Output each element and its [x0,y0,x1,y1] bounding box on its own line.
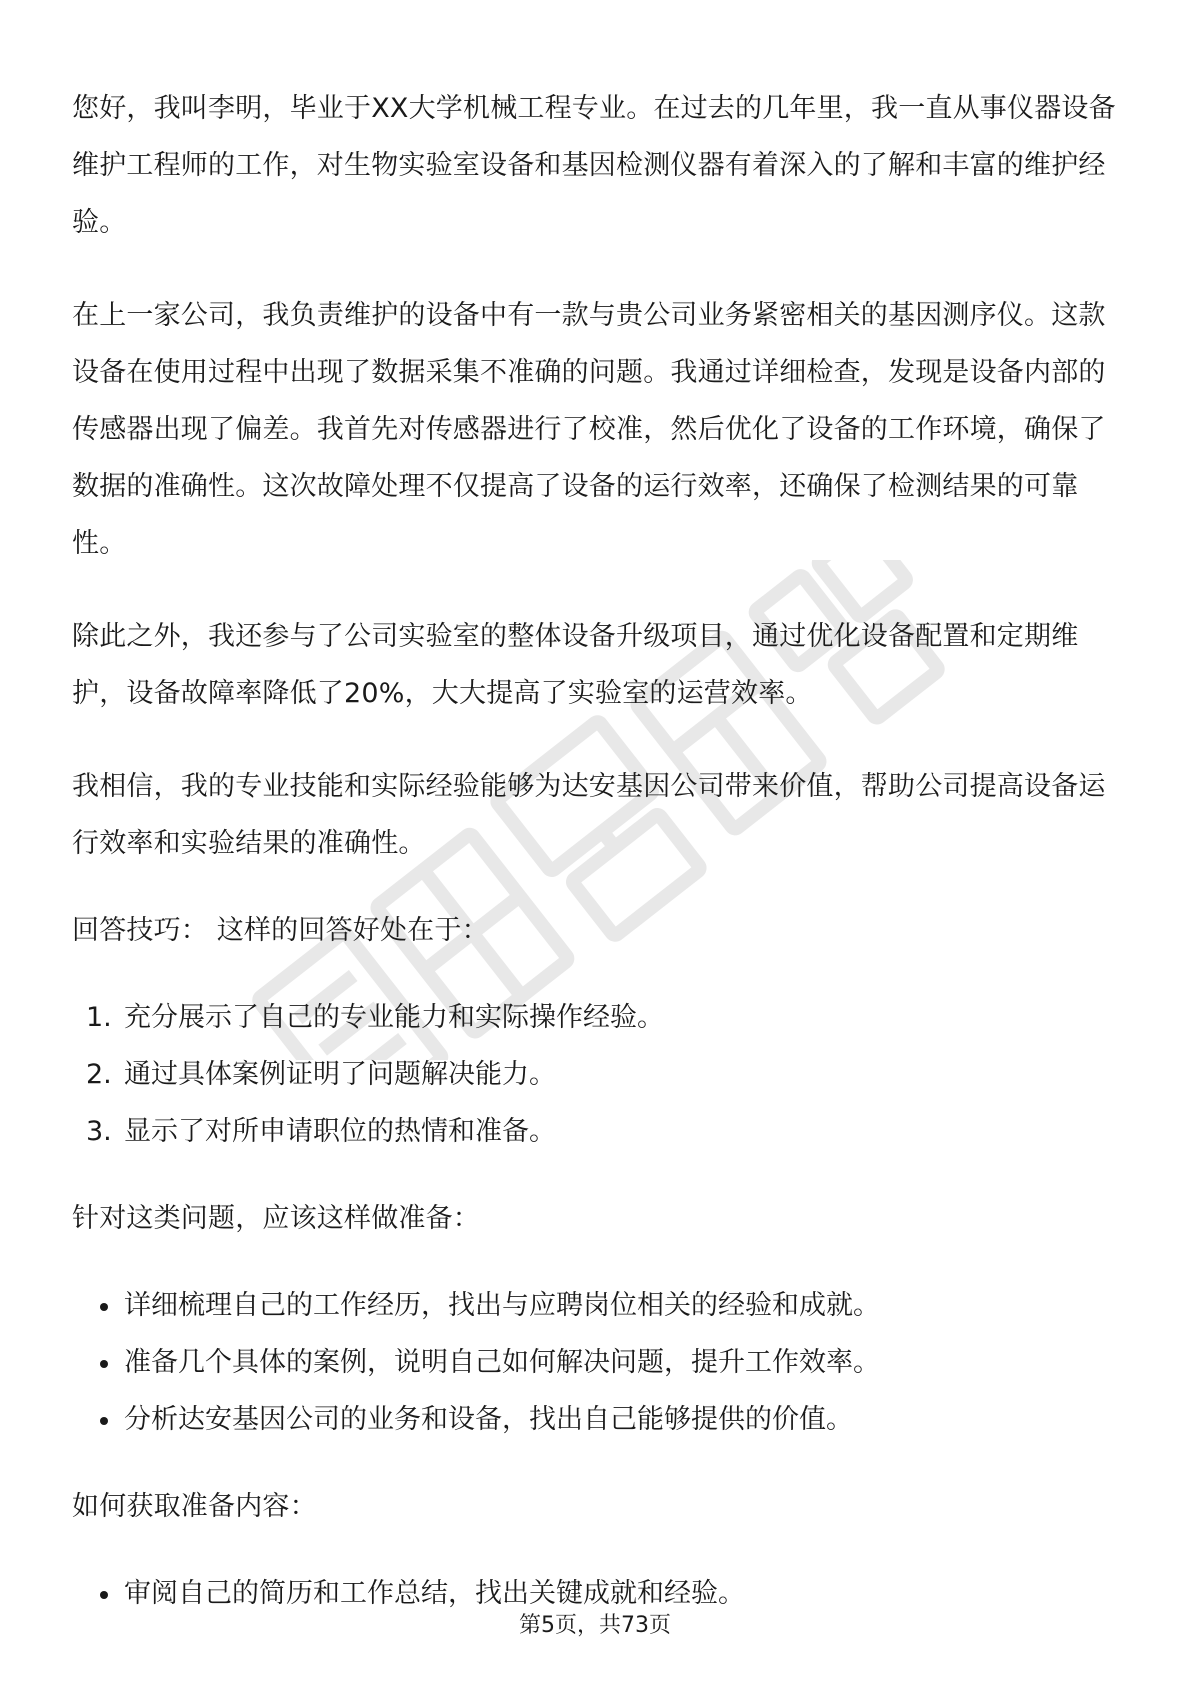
list-item-text: 详细梳理自己的工作经历，找出与应聘岗位相关的经验和成就。 [124,1290,880,1321]
list-item-text: 显示了对所申请职位的热情和准备。 [124,1116,556,1147]
paragraph-project: 除此之外，我还参与了公司实验室的整体设备升级项目，通过优化设备配置和定期维护，设备故障率降低了20%，大大提高了实验室的运营效率。 [72,621,1079,709]
document-page [72,80,1118,1622]
bullet-icon [100,1360,108,1368]
prep-list [72,1277,1118,1448]
list-item [72,1103,1118,1160]
list-item [72,1046,1118,1103]
list-item [72,1334,1118,1391]
list-item [72,1391,1118,1448]
list-item-text: 审阅自己的简历和工作总结，找出关键成就和经验。 [124,1578,745,1609]
list-item-text: 分析达安基因公司的业务和设备，找出自己能够提供的价值。 [124,1404,853,1435]
paragraph-experience: 在上一家公司，我负责维护的设备中有一款与贵公司业务紧密相关的基因测序仪。这款设备在使用过程中出现了数据采集不准确的问题。我通过详细检查，发现是设备内部的传感器出现了偏差。我首先对传感器进行了校准，然后优化了设备的工作环境，确保了数据的准确性。这次故障处理不仅提高了设备的运行效率，还确保了检测结果的可靠性。 [72,300,1106,559]
tips-list [72,989,1118,1160]
bullet-icon [100,1591,108,1599]
list-item [72,989,1118,1046]
bullet-icon [100,1303,108,1311]
paragraph-belief: 我相信，我的专业技能和实际经验能够为达安基因公司带来价值，帮助公司提高设备运行效率和实验结果的准确性。 [72,771,1106,859]
prep-heading: 针对这类问题，应该这样做准备： [72,1203,480,1234]
bullet-icon [100,1417,108,1425]
list-number: 1. [86,1002,112,1033]
page-number: 第5页，共73页 [519,1613,671,1638]
list-number: 2. [86,1059,112,1090]
list-item-text: 准备几个具体的案例，说明自己如何解决问题，提升工作效率。 [124,1347,880,1378]
list-item [72,1277,1118,1334]
source-heading: 如何获取准备内容： [72,1491,317,1522]
tips-heading: 回答技巧： 这样的回答好处在于： [72,915,489,946]
list-number: 3. [86,1116,112,1147]
list-item-text: 充分展示了自己的专业能力和实际操作经验。 [124,1002,664,1033]
list-item-text: 通过具体案例证明了问题解决能力。 [124,1059,556,1090]
paragraph-intro: 您好，我叫李明，毕业于XX大学机械工程专业。在过去的几年里，我一直从事仪器设备维护工程师的工作，对生物实验室设备和基因检测仪器有着深入的了解和丰富的维护经验。 [72,93,1116,238]
